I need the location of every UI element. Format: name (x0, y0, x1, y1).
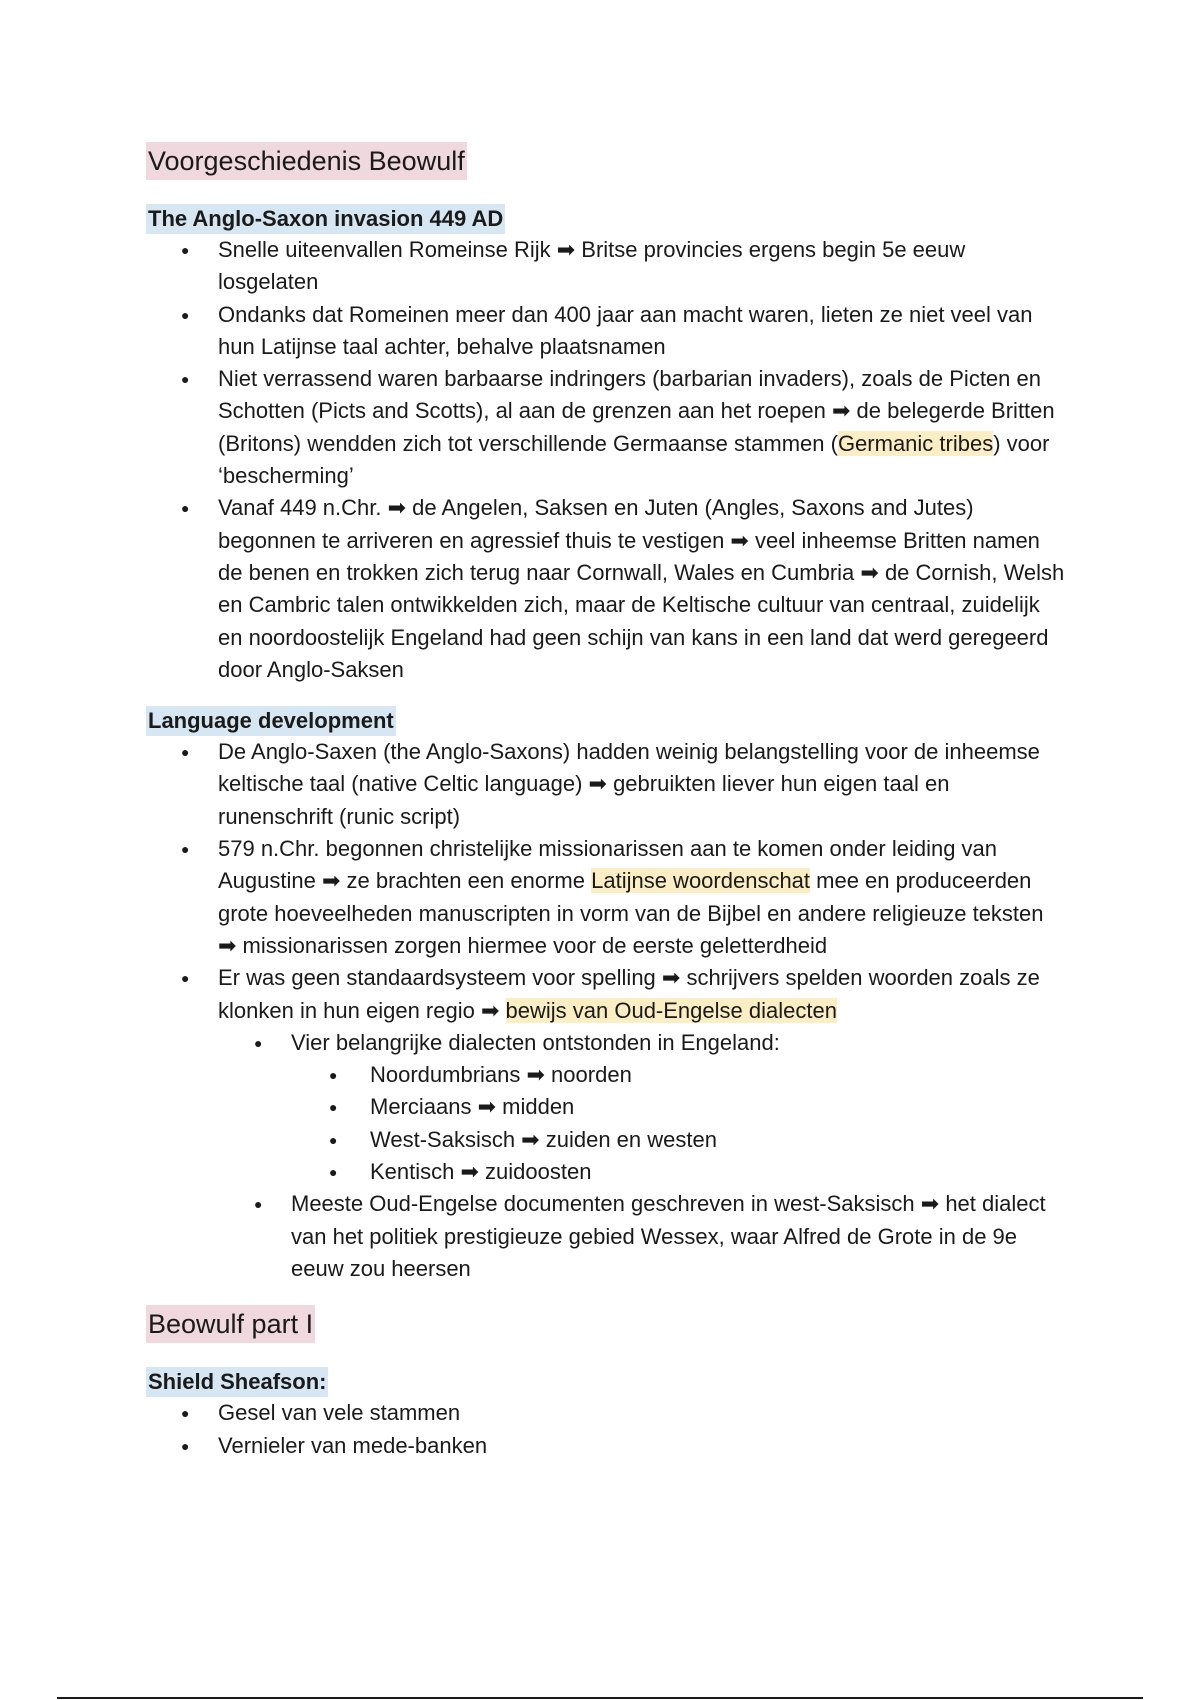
list-item: ● Vernieler van mede-banken (146, 1430, 1066, 1462)
list-item: ● De Anglo-Saxen (the Anglo-Saxons) hadden weinig belangstelling voor de inheemse keltische taal (native Celtic language) ➡ gebruikten liever hun eigen taal en runenschrift (runic script) (146, 736, 1066, 833)
list-item: ● Vanaf 449 n.Chr. ➡ de Angelen, Saksen en Juten (Angles, Saxons and Jutes) begonnen te arriveren en agressief thuis te vestigen ➡ veel inheemse Britten namen de benen en trokken zich terug naar Cornwall, Wales en Cumbria ➡ de Cornish, Welsh en Cambric talen ontwikkelden zich, maar de Keltische cultuur van centraal, zuidelijk en noordoostelijk Engeland had geen schijn van kans in een land dat werd geregeerd door Anglo-Saksen (146, 492, 1066, 686)
list-item (146, 833, 1066, 962)
bullet-list-invasion (146, 234, 1066, 686)
page-title: Voorgeschiedenis Beowulf (146, 142, 467, 180)
highlighted-text: Germanic tribes (837, 430, 994, 456)
list-item-text: Niet verrassend waren barbaarse indringers (barbarian invaders), zoals de Picten en Schotten (Picts and Scotts), al aan de grenzen aan het roepen ➡ de belegerde Britten (Britons) wendden zich tot verschillende Germaanse stammen ( (218, 366, 1055, 456)
dialect-item: ● Kentisch ➡ zuidoosten (146, 1156, 1066, 1188)
list-item: ● Gesel van vele stammen (146, 1397, 1066, 1429)
dialect-item: ● Merciaans ➡ midden (146, 1091, 1066, 1123)
section-shield-sheafson (146, 1367, 1066, 1462)
highlighted-text: bewijs van Oud-Engelse dialecten (505, 997, 837, 1023)
section-anglo-saxon-invasion (146, 204, 1066, 686)
highlighted-text: Latijnse woordenschat (591, 868, 811, 894)
document-page (146, 142, 1066, 1462)
sub-list-item: ● Meeste Oud-Engelse documenten geschreven in west-Saksisch ➡ het dialect van het politiek prestigieuze gebied Wessex, waar Alfred de Grote in de 9e eeuw zou heersen (146, 1188, 1066, 1285)
dialect-item: ● West-Saksisch ➡ zuiden en westen (146, 1124, 1066, 1156)
bullet-list-shield (146, 1397, 1066, 1462)
section-heading-language: Language development (146, 706, 396, 736)
section-language-development (146, 706, 1066, 1285)
list-item (146, 363, 1066, 492)
section-heading-shield: Shield Sheafson: (146, 1367, 328, 1397)
section-heading-invasion: The Anglo-Saxon invasion 449 AD (146, 204, 505, 234)
dialect-item: ● Noordumbrians ➡ noorden (146, 1059, 1066, 1091)
page-bottom-rule (57, 1697, 1143, 1699)
dialect-list (146, 1059, 1066, 1188)
list-item-text: 579 n.Chr. begonnen christelijke missionarissen aan te komen onder leiding van Augustine ➡ ze brachten een enorme (218, 836, 998, 894)
section-title-beowulf: Beowulf part I (146, 1305, 315, 1343)
sub-list-item-text: Vier belangrijke dialecten ontstonden in Engeland: (291, 1029, 780, 1055)
sub-list-item (146, 1027, 1066, 1188)
list-item (146, 962, 1066, 1285)
sub-bullet-list (146, 1027, 1066, 1285)
bullet-list-language (146, 736, 1066, 1285)
list-item: ● Ondanks dat Romeinen meer dan 400 jaar aan macht waren, lieten ze niet veel van hun Latijnse taal achter, behalve plaatsnamen (146, 299, 1066, 364)
list-item-text: Er was geen standaardsysteem voor spelling ➡ schrijvers spelden woorden zoals ze klonken in hun eigen regio ➡ (218, 965, 1040, 1023)
list-item: ● Snelle uiteenvallen Romeinse Rijk ➡ Britse provincies ergens begin 5e eeuw losgelaten (146, 234, 1066, 299)
list-item-text: ) voor ‘bescherming’ (218, 430, 1050, 489)
list-item-text: mee en produceerden grote hoeveelheden manuscripten in vorm van de Bijbel en andere religieuze teksten ➡ missionarissen zorgen hiermee voor de eerste geletterdheid (218, 868, 1044, 958)
